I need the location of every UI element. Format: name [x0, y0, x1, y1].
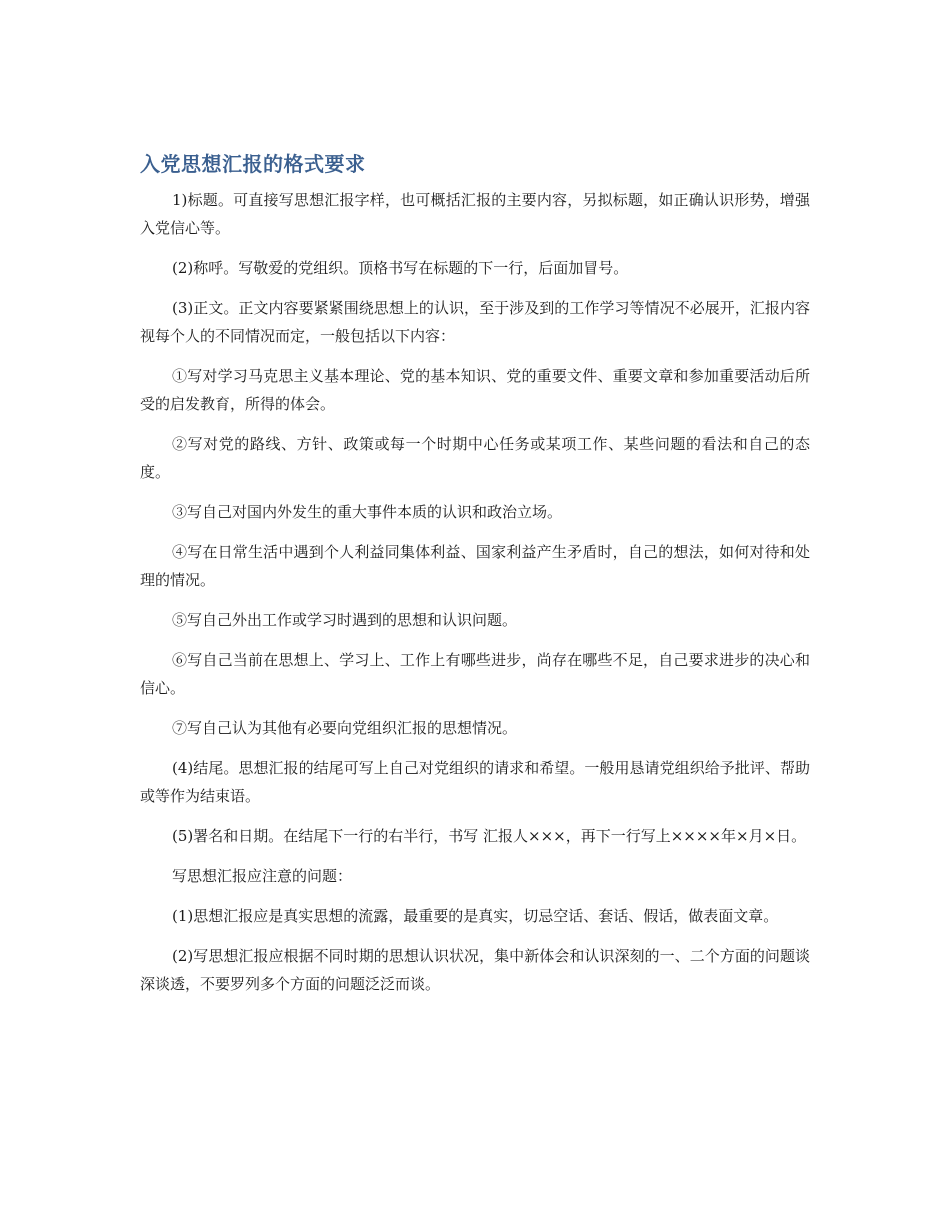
paragraph-body-rule: (3)正文。正文内容要紧紧围绕思想上的认识，至于涉及到的工作学习等情况不必展开，汇报内容视每个人的不同情况而定，一般包括以下内容：: [140, 299, 810, 345]
paragraph-item-1: ①写对学习马克思主义基本理论、党的基本知识、党的重要文件、重要文章和参加重要活动后所受的启发教育，所得的体会。: [140, 367, 810, 413]
paragraph-title-rule: 1)标题。可直接写思想汇报字样，也可概括汇报的主要内容，另拟标题，如正确认识形势，增强入党信心等。: [140, 191, 810, 237]
paragraph-notes-heading: 写思想汇报应注意的问题：: [172, 867, 353, 885]
paragraph-item-4: ④写在日常生活中遇到个人利益同集体利益、国家利益产生矛盾时，自己的想法，如何对待和处理的情况。: [140, 543, 810, 589]
paragraph-item-6: ⑥写自己当前在思想上、学习上、工作上有哪些进步，尚存在哪些不足，自己要求进步的决心和信心。: [140, 651, 810, 697]
paragraph-item-2: ②写对党的路线、方针、政策或每一个时期中心任务或某项工作、某些问题的看法和自己的态度。: [140, 435, 810, 481]
paragraph-signature-rule: (5)署名和日期。在结尾下一行的右半行，书写 汇报人×××，再下一行写上××××年×月×日。: [172, 827, 807, 845]
paragraph-ending-rule: (4)结尾。思想汇报的结尾可写上自己对党组织的请求和希望。一般用恳请党组织给予批评、帮助或等作为结束语。: [140, 759, 810, 805]
document-page: [140, 150, 810, 1010]
document-title: 入党思想汇报的格式要求: [140, 152, 366, 176]
paragraph-salutation-rule: (2)称呼。写敬爱的党组织。顶格书写在标题的下一行，后面加冒号。: [172, 259, 629, 277]
paragraph-note-2: (2)写思想汇报应根据不同时期的思想认识状况，集中新体会和认识深刻的一、二个方面的问题谈深谈透，不要罗列多个方面的问题泛泛而谈。: [140, 947, 810, 993]
paragraph-note-1: (1)思想汇报应是真实思想的流露，最重要的是真实，切忌空话、套话、假话，做表面文章。: [172, 907, 779, 925]
paragraph-item-7: ⑦写自己认为其他有必要向党组织汇报的思想情况。: [172, 719, 518, 737]
paragraph-item-3: ③写自己对国内外发生的重大事件本质的认识和政治立场。: [172, 503, 563, 521]
paragraph-item-5: ⑤写自己外出工作或学习时遇到的思想和认识问题。: [172, 611, 518, 629]
